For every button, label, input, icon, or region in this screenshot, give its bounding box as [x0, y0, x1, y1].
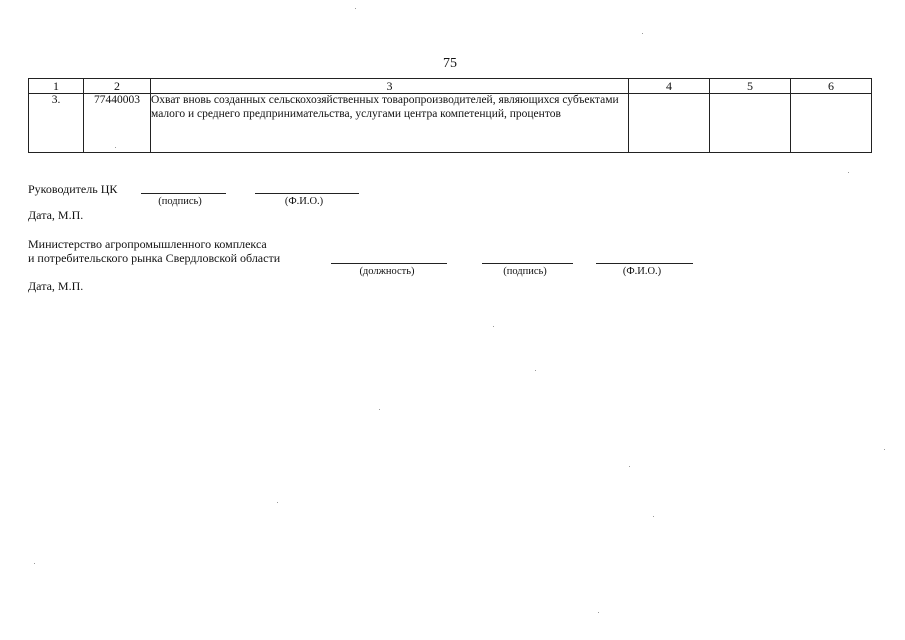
ministry-position-caption: (должность): [359, 266, 415, 277]
head-label: Руководитель ЦК: [28, 182, 118, 196]
head-signature-caption: (подпись): [158, 196, 202, 207]
page-number: 75: [443, 56, 457, 71]
column-5-cell: [710, 94, 791, 153]
ministry-date-label: Дата, М.П.: [28, 279, 84, 293]
scan-speck: [848, 172, 849, 173]
indicator-table: [28, 78, 872, 153]
ministry-signature-line: [482, 263, 573, 264]
ministry-position-line: [331, 263, 447, 264]
scan-speck: [629, 466, 630, 467]
scan-speck: [884, 449, 885, 450]
column-header-4: 4: [629, 79, 710, 94]
scan-speck: [642, 33, 643, 34]
ministry-label-line2: и потребительского рынка Свердловской области: [28, 251, 281, 265]
table-row: [29, 94, 872, 153]
column-header-1: 1: [29, 79, 84, 94]
column-6-cell: [791, 94, 872, 153]
ministry-signature-caption: (подпись): [503, 266, 547, 277]
ministry-label-line1: Министерство агропромышленного комплекса: [28, 237, 267, 251]
ministry-name-line: [596, 263, 693, 264]
column-4-cell: [629, 94, 710, 153]
scan-speck: [277, 502, 278, 503]
head-signature-line: [141, 193, 226, 194]
scan-speck: [34, 563, 35, 564]
column-header-2: 2: [84, 79, 151, 94]
scan-speck: [355, 8, 356, 9]
scan-speck: [598, 612, 599, 613]
head-date-label: Дата, М.П.: [28, 208, 84, 222]
indicator-name-cell: Охват вновь созданных сельскохозяйственных товаропроизводителей, являющихся субъектами малого и среднего предпринимательства, услугами центра компетенций, процентов: [151, 94, 629, 153]
column-header-6: 6: [791, 79, 872, 94]
scan-speck: [653, 516, 654, 517]
column-header-3: 3: [151, 79, 629, 94]
head-name-caption: (Ф.И.О.): [284, 196, 324, 207]
scan-speck: [379, 409, 380, 410]
indicator-code-cell: 77440003: [84, 94, 151, 153]
scan-speck: [493, 326, 494, 327]
ministry-name-caption: (Ф.И.О.): [622, 266, 662, 277]
table-header-row: [29, 79, 872, 94]
scan-speck: [115, 147, 116, 148]
column-header-5: 5: [710, 79, 791, 94]
row-number-cell: 3.: [29, 94, 84, 153]
head-name-line: [255, 193, 359, 194]
scan-speck: [535, 370, 536, 371]
